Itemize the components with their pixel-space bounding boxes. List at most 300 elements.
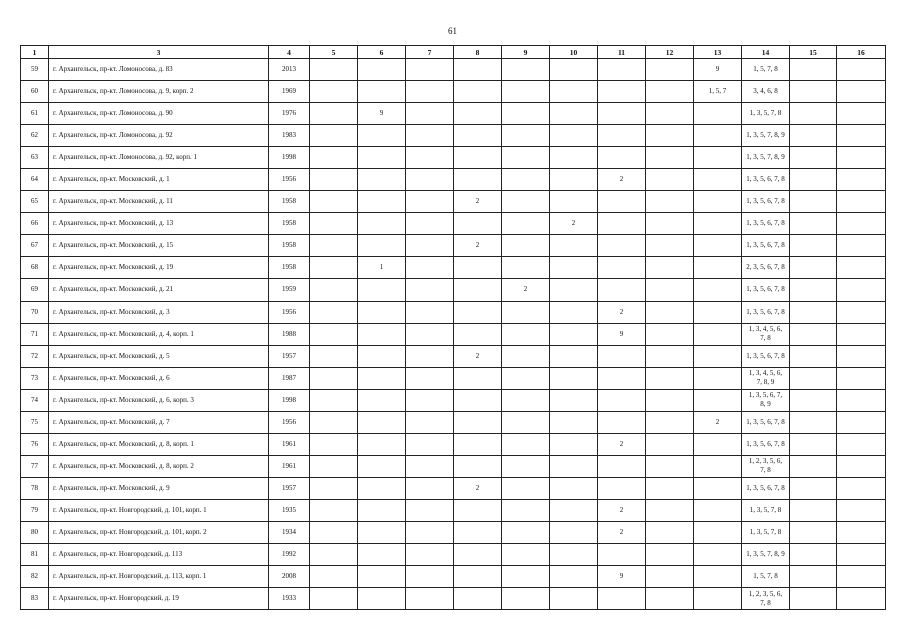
table-cell <box>406 81 454 103</box>
table-cell <box>406 389 454 411</box>
table-cell <box>502 521 550 543</box>
table-cell: 2, 3, 5, 6, 7, 8 <box>742 257 790 279</box>
table-cell <box>790 191 837 213</box>
table-cell <box>837 213 886 235</box>
table-cell: 1, 3, 5, 6, 7, 8 <box>742 213 790 235</box>
table-cell <box>694 566 742 588</box>
table-cell: 1, 5, 7 <box>694 81 742 103</box>
row-number-cell: 81 <box>21 544 49 566</box>
table-cell <box>790 499 837 521</box>
table-cell: 9 <box>598 323 646 345</box>
table-cell <box>694 323 742 345</box>
table-cell <box>502 477 550 499</box>
table-row <box>21 499 886 521</box>
row-number-cell: 61 <box>21 103 49 125</box>
row-number-cell: 60 <box>21 81 49 103</box>
table-cell <box>790 169 837 191</box>
table-cell <box>310 433 358 455</box>
table-cell <box>358 566 406 588</box>
table-cell <box>646 81 694 103</box>
table-cell <box>694 588 742 610</box>
row-number-cell: 59 <box>21 59 49 81</box>
table-cell <box>454 566 502 588</box>
table-cell <box>358 279 406 301</box>
table-cell <box>454 257 502 279</box>
table-cell <box>646 323 694 345</box>
table-cell: 1, 3, 5, 6, 7, 8 <box>742 433 790 455</box>
address-cell: г. Архангельск, пр-кт. Ломоносова, д. 92 <box>49 125 269 147</box>
table-cell <box>646 279 694 301</box>
address-cell: г. Архангельск, пр-кт. Ломоносова, д. 9, корп. 2 <box>49 81 269 103</box>
table-cell <box>310 125 358 147</box>
table-cell <box>454 499 502 521</box>
table-cell <box>406 499 454 521</box>
table-cell <box>550 323 598 345</box>
table-row <box>21 544 886 566</box>
table-cell <box>694 477 742 499</box>
table-cell <box>502 59 550 81</box>
table-cell <box>694 433 742 455</box>
year-cell: 1956 <box>269 411 310 433</box>
table-cell <box>358 345 406 367</box>
table-row <box>21 103 886 125</box>
table-cell <box>790 257 837 279</box>
table-cell <box>454 544 502 566</box>
table-cell <box>406 103 454 125</box>
table-cell <box>598 235 646 257</box>
table-cell: 1, 3, 5, 6, 7, 8 <box>742 411 790 433</box>
table-cell <box>598 455 646 477</box>
table-cell <box>406 147 454 169</box>
row-number-cell: 63 <box>21 147 49 169</box>
table-cell <box>837 499 886 521</box>
table-cell <box>550 566 598 588</box>
table-cell <box>454 103 502 125</box>
table-cell <box>550 279 598 301</box>
table-cell <box>550 499 598 521</box>
row-number-cell: 67 <box>21 235 49 257</box>
table-cell <box>694 235 742 257</box>
table-cell <box>694 367 742 389</box>
year-cell: 2008 <box>269 566 310 588</box>
table-row <box>21 455 886 477</box>
table-cell <box>646 477 694 499</box>
table-row <box>21 477 886 499</box>
table-cell <box>358 235 406 257</box>
table-cell <box>550 147 598 169</box>
table-cell <box>310 544 358 566</box>
table-cell <box>837 477 886 499</box>
column-header: 9 <box>502 46 550 59</box>
table-cell <box>406 301 454 323</box>
table-cell <box>454 301 502 323</box>
address-cell: г. Архангельск, пр-кт. Московский, д. 4, корп. 1 <box>49 323 269 345</box>
table-cell <box>646 588 694 610</box>
table-cell <box>310 323 358 345</box>
table-cell <box>646 544 694 566</box>
column-header: 15 <box>790 46 837 59</box>
column-header: 5 <box>310 46 358 59</box>
table-cell <box>837 103 886 125</box>
row-number-cell: 62 <box>21 125 49 147</box>
table-cell <box>790 455 837 477</box>
table-cell <box>646 499 694 521</box>
table-cell <box>310 59 358 81</box>
table-cell <box>837 323 886 345</box>
table-cell <box>310 103 358 125</box>
table-cell <box>502 103 550 125</box>
table-cell <box>646 566 694 588</box>
row-number-cell: 75 <box>21 411 49 433</box>
table-cell <box>550 235 598 257</box>
table-cell <box>790 566 837 588</box>
row-number-cell: 77 <box>21 455 49 477</box>
row-number-cell: 74 <box>21 389 49 411</box>
table-cell <box>598 59 646 81</box>
table-cell <box>502 169 550 191</box>
table-cell <box>550 455 598 477</box>
table-cell <box>502 499 550 521</box>
column-header: 11 <box>598 46 646 59</box>
table-cell <box>502 301 550 323</box>
table-cell <box>406 213 454 235</box>
table-cell <box>646 235 694 257</box>
table-cell <box>694 301 742 323</box>
table-cell <box>837 301 886 323</box>
page-number: 61 <box>448 26 457 36</box>
year-cell: 1976 <box>269 103 310 125</box>
address-cell: г. Архангельск, пр-кт. Ломоносова, д. 83 <box>49 59 269 81</box>
year-cell: 1934 <box>269 521 310 543</box>
table-cell <box>550 103 598 125</box>
table-cell <box>502 566 550 588</box>
housing-table <box>20 45 886 610</box>
table-cell <box>694 213 742 235</box>
table-cell <box>837 279 886 301</box>
table-cell <box>550 301 598 323</box>
table-cell <box>502 147 550 169</box>
table-cell <box>694 279 742 301</box>
table-cell: 2 <box>454 191 502 213</box>
table-cell <box>646 389 694 411</box>
table-cell <box>694 499 742 521</box>
table-cell <box>406 191 454 213</box>
table-cell <box>550 433 598 455</box>
table-cell <box>502 125 550 147</box>
table-row <box>21 323 886 345</box>
table-cell <box>694 169 742 191</box>
year-cell: 1969 <box>269 81 310 103</box>
table-cell <box>837 235 886 257</box>
table-cell <box>454 279 502 301</box>
table-cell <box>310 169 358 191</box>
table-cell <box>790 345 837 367</box>
table-cell <box>358 213 406 235</box>
table-cell <box>837 59 886 81</box>
table-cell <box>837 455 886 477</box>
table-cell: 1, 3, 4, 5, 6, 7, 8, 9 <box>742 367 790 389</box>
table-cell <box>454 147 502 169</box>
table-cell <box>837 411 886 433</box>
year-cell: 1988 <box>269 323 310 345</box>
table-cell <box>837 81 886 103</box>
address-cell: г. Архангельск, пр-кт. Ломоносова, д. 90 <box>49 103 269 125</box>
table-cell: 1, 3, 5, 6, 7, 8 <box>742 191 790 213</box>
row-number-cell: 69 <box>21 279 49 301</box>
table-cell: 1, 2, 3, 5, 6, 7, 8 <box>742 455 790 477</box>
address-cell: г. Архангельск, пр-кт. Московский, д. 1 <box>49 169 269 191</box>
table-cell <box>550 169 598 191</box>
year-cell: 2013 <box>269 59 310 81</box>
table-cell <box>310 389 358 411</box>
table-cell <box>598 147 646 169</box>
table-cell <box>790 81 837 103</box>
table-cell: 9 <box>358 103 406 125</box>
table-row <box>21 235 886 257</box>
table-cell <box>790 544 837 566</box>
table-cell <box>502 588 550 610</box>
row-number-cell: 83 <box>21 588 49 610</box>
table-cell <box>694 257 742 279</box>
table-cell <box>550 367 598 389</box>
table-cell <box>598 125 646 147</box>
table-cell <box>358 521 406 543</box>
address-cell: г. Архангельск, пр-кт. Ломоносова, д. 92, корп. 1 <box>49 147 269 169</box>
table-cell <box>598 367 646 389</box>
row-number-cell: 73 <box>21 367 49 389</box>
table-cell <box>790 477 837 499</box>
table-cell <box>454 521 502 543</box>
table-cell <box>406 169 454 191</box>
table-cell <box>790 213 837 235</box>
year-cell: 1998 <box>269 147 310 169</box>
address-cell: г. Архангельск, пр-кт. Московский, д. 7 <box>49 411 269 433</box>
table-cell <box>406 544 454 566</box>
table-cell <box>502 235 550 257</box>
table-row <box>21 191 886 213</box>
address-cell: г. Архангельск, пр-кт. Московский, д. 11 <box>49 191 269 213</box>
table-cell <box>502 433 550 455</box>
year-cell: 1958 <box>269 257 310 279</box>
table-cell <box>790 521 837 543</box>
table-cell <box>790 235 837 257</box>
table-cell <box>646 125 694 147</box>
table-cell <box>598 257 646 279</box>
table-cell <box>502 544 550 566</box>
row-number-cell: 76 <box>21 433 49 455</box>
table-cell <box>358 411 406 433</box>
table-row <box>21 59 886 81</box>
table-cell: 1, 5, 7, 8 <box>742 59 790 81</box>
table-cell: 2 <box>598 301 646 323</box>
address-cell: г. Архангельск, пр-кт. Московский, д. 6 <box>49 367 269 389</box>
table-cell: 1, 3, 5, 7, 8 <box>742 521 790 543</box>
address-cell: г. Архангельск, пр-кт. Новгородский, д. 113, корп. 1 <box>49 566 269 588</box>
table-cell <box>598 279 646 301</box>
table-cell <box>837 544 886 566</box>
table-cell <box>790 59 837 81</box>
year-cell: 1957 <box>269 477 310 499</box>
table-cell <box>358 125 406 147</box>
year-cell: 1961 <box>269 433 310 455</box>
table-cell <box>646 455 694 477</box>
table-cell <box>837 433 886 455</box>
year-cell: 1959 <box>269 279 310 301</box>
table-cell <box>310 566 358 588</box>
table-cell <box>310 301 358 323</box>
table-cell <box>598 345 646 367</box>
address-cell: г. Архангельск, пр-кт. Московский, д. 8, корп. 2 <box>49 455 269 477</box>
table-cell <box>550 389 598 411</box>
table-row <box>21 433 886 455</box>
table-cell <box>790 411 837 433</box>
table-row <box>21 389 886 411</box>
table-cell <box>790 301 837 323</box>
table-cell <box>790 125 837 147</box>
table-cell <box>550 477 598 499</box>
table-cell <box>694 191 742 213</box>
table-row <box>21 411 886 433</box>
table-cell <box>502 81 550 103</box>
table-cell: 1, 3, 5, 6, 7, 8 <box>742 279 790 301</box>
column-header: 6 <box>358 46 406 59</box>
column-header: 3 <box>49 46 269 59</box>
table-cell <box>502 411 550 433</box>
row-number-cell: 79 <box>21 499 49 521</box>
table-cell <box>310 455 358 477</box>
table-row <box>21 169 886 191</box>
table-cell <box>454 389 502 411</box>
address-cell: г. Архангельск, пр-кт. Московский, д. 19 <box>49 257 269 279</box>
table-cell: 9 <box>694 59 742 81</box>
table-cell <box>646 301 694 323</box>
table-cell <box>310 81 358 103</box>
table-cell <box>837 147 886 169</box>
table-cell <box>598 103 646 125</box>
table-row <box>21 81 886 103</box>
table-cell <box>598 477 646 499</box>
table-cell <box>790 433 837 455</box>
table-row <box>21 279 886 301</box>
table-cell: 1, 3, 5, 7, 8, 9 <box>742 544 790 566</box>
year-cell: 1935 <box>269 499 310 521</box>
table-cell: 1, 3, 4, 5, 6, 7, 8 <box>742 323 790 345</box>
year-cell: 1958 <box>269 213 310 235</box>
table-cell <box>837 345 886 367</box>
table-cell <box>310 588 358 610</box>
table-cell: 1, 3, 5, 7, 8, 9 <box>742 125 790 147</box>
table-cell <box>454 323 502 345</box>
year-cell: 1958 <box>269 235 310 257</box>
table-cell: 2 <box>454 235 502 257</box>
table-cell <box>502 213 550 235</box>
table-cell <box>310 191 358 213</box>
table-cell: 1, 3, 5, 6, 7, 8 <box>742 477 790 499</box>
table-cell <box>406 279 454 301</box>
table-cell <box>790 389 837 411</box>
table-cell <box>502 389 550 411</box>
row-number-cell: 82 <box>21 566 49 588</box>
table-cell <box>837 521 886 543</box>
table-cell <box>310 213 358 235</box>
table-cell <box>694 544 742 566</box>
year-cell: 1933 <box>269 588 310 610</box>
table-cell <box>454 213 502 235</box>
table-cell <box>502 455 550 477</box>
table-cell <box>550 257 598 279</box>
table-cell <box>406 345 454 367</box>
table-cell: 1, 2, 3, 5, 6, 7, 8 <box>742 588 790 610</box>
table-cell <box>358 433 406 455</box>
table-cell <box>454 455 502 477</box>
row-number-cell: 65 <box>21 191 49 213</box>
table-cell <box>310 477 358 499</box>
table-cell <box>310 411 358 433</box>
table-cell <box>694 389 742 411</box>
table-row <box>21 257 886 279</box>
table-cell <box>646 345 694 367</box>
table-cell <box>310 345 358 367</box>
table-cell <box>646 147 694 169</box>
table-cell <box>646 433 694 455</box>
column-header: 13 <box>694 46 742 59</box>
table-cell: 2 <box>598 521 646 543</box>
table-cell <box>358 323 406 345</box>
table-cell <box>358 147 406 169</box>
table-cell <box>454 125 502 147</box>
table-cell <box>694 455 742 477</box>
address-cell: г. Архангельск, пр-кт. Московский, д. 13 <box>49 213 269 235</box>
table-cell <box>406 59 454 81</box>
table-cell <box>550 191 598 213</box>
address-cell: г. Архангельск, пр-кт. Московский, д. 3 <box>49 301 269 323</box>
table-cell: 1, 3, 5, 7, 8, 9 <box>742 147 790 169</box>
table-cell <box>598 544 646 566</box>
table-cell <box>454 411 502 433</box>
header-row <box>21 46 886 59</box>
year-cell: 1987 <box>269 367 310 389</box>
table-cell <box>502 345 550 367</box>
table-cell: 1, 3, 5, 6, 7, 8 <box>742 345 790 367</box>
table-cell <box>790 323 837 345</box>
table-cell <box>646 169 694 191</box>
address-cell: г. Архангельск, пр-кт. Московский, д. 15 <box>49 235 269 257</box>
table-cell <box>646 257 694 279</box>
table-cell <box>358 455 406 477</box>
table-cell <box>454 367 502 389</box>
table-cell <box>646 213 694 235</box>
table-cell <box>598 411 646 433</box>
table-cell <box>358 389 406 411</box>
table-cell <box>837 191 886 213</box>
table-cell: 2 <box>502 279 550 301</box>
row-number-cell: 70 <box>21 301 49 323</box>
table-cell: 1, 5, 7, 8 <box>742 566 790 588</box>
table-cell <box>598 213 646 235</box>
row-number-cell: 78 <box>21 477 49 499</box>
table-cell <box>310 499 358 521</box>
column-header: 7 <box>406 46 454 59</box>
table-cell <box>502 323 550 345</box>
table-cell <box>502 367 550 389</box>
table-cell <box>790 279 837 301</box>
year-cell: 1956 <box>269 301 310 323</box>
table-row <box>21 367 886 389</box>
table-cell <box>646 521 694 543</box>
table-cell <box>310 257 358 279</box>
table-cell <box>358 191 406 213</box>
table-cell <box>358 59 406 81</box>
